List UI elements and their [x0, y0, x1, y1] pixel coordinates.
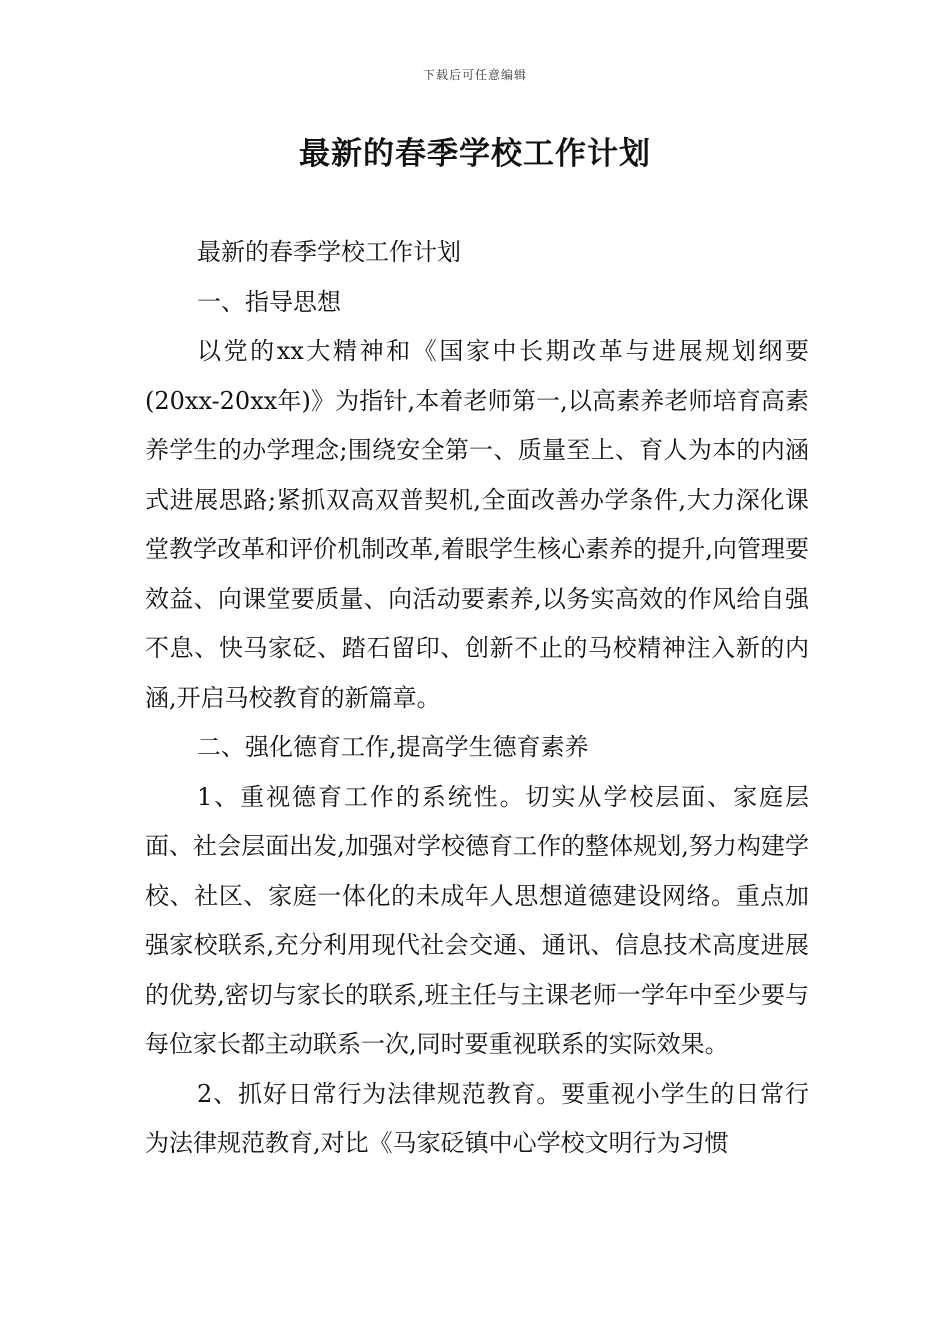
body-paragraph: 2、抓好日常行为法律规范教育。要重视小学生的日常行为法律规范教育,对比《马家砭镇中心学校文明行为习惯 — [145, 1079, 809, 1157]
subtitle-paragraph: 最新的春季学校工作计划 — [197, 238, 461, 266]
section-heading-moral-education: 二、强化德育工作,提高学生德育素养 — [197, 733, 589, 761]
document-title: 最新的春季学校工作计划 — [299, 136, 651, 172]
section-heading-guiding-ideology: 一、指导思想 — [197, 287, 341, 316]
header-note: 下载后可任意编辑 — [422, 68, 527, 82]
document-body — [145, 228, 809, 1169]
body-paragraph: 1、重视德育工作的系统性。切实从学校层面、家庭层面、社会层面出发,加强对学校德育工作的整体规划,努力构建学校、社区、家庭一体化的未成年人思想道德建设网络。重点加强家校联系,充分利用现代社会交通、通讯、信息技术高度进展的优势,密切与家长的联系,班主任与主课老师一学年中至少要与每位家长都主动联系一次,同时要重视联系的实际效果。 — [145, 782, 809, 1058]
body-paragraph: 以党的xx大精神和《国家中长期改革与进展规划纲要(20xx-20xx年)》为指针,本着老师第一,以高素养老师培育高素养学生的办学理念;围绕安全第一、质量至上、育人为本的内涵式进展思路;紧抓双高双普契机,全面改善办学条件,大力深化课堂教学改革和评价机制改革,着眼学生核心素养的提升,向管理要效益、向课堂要质量、向活动要素养,以务实高效的作风给自强不息、快马家砭、踏石留印、创新不止的马校精神注入新的内涵,开启马校教育的新篇章。 — [145, 337, 809, 712]
